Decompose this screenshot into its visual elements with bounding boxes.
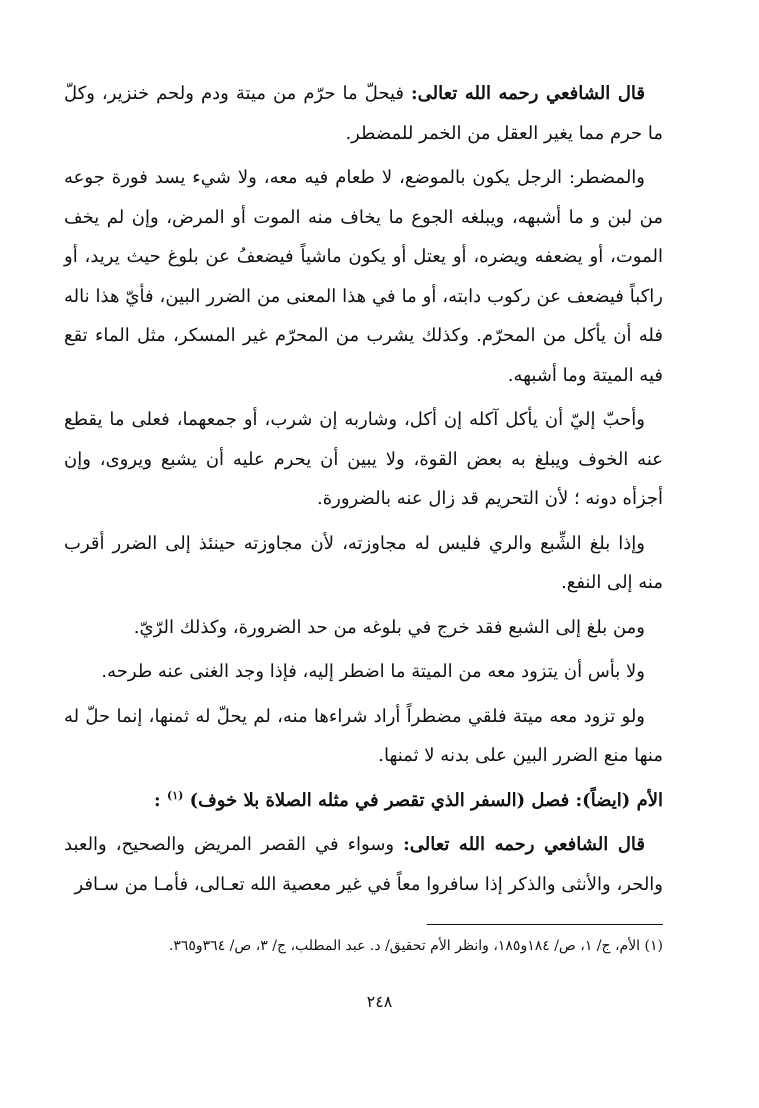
footnote: (١) الأم، ج/ ١، ص/ ١٨٤و١٨٥، وانظر الأم تحقيق/ د. عبد المطلب، ج/ ٣، ص/ ٣٦٤و٣٦٥. — [168, 938, 663, 954]
paragraph-5: ومن بلغ إلى الشبع فقد خرج في بلوغه من حد الضرورة، وكذلك الرّيّ. — [133, 616, 645, 638]
section-heading — [64, 781, 663, 821]
paragraph-2: والمضطر: الرجل يكون بالموضع، لا طعام فيه معه، ولا شيء يسد فورة جوعه من لبن و ما أشبهه، ويبلغه الجوع ما يخاف منه الموت أو المرض، وإن لم يخف الموت، أو يضعفه ويضره، أو يعتل أو يكون ماشياً فيضعفُ عن بلوغ حيث يريد، أو راكباً فيضعف عن ركوب دابته، أو ما في هذا المعنى من الضرر البين، فأيّ هذا ناله فله أن يأكل من المحرّم. وكذلك يشرب من المحرّم غير المسكر، مثل الماء تقع فيه الميتة وما أشبهه. — [64, 167, 663, 386]
paragraph-7: ولو تزود معه ميتة فلقي مضطراً أراد شراءها منه، لم يحلّ له ثمنها، إنما حلّ له منها منع الضرر البين على بدنه لا ثمنها. — [64, 705, 663, 766]
section-heading-text: الأم (ايضاً): فصل (السفر الذي تقصر في مثله الصلاة بلا خوف) — [189, 789, 663, 811]
paragraph-1-text: فيحلّ ما حرّم من ميتة ودم ولحم خنزير، وكلّ ما حرم مما يغير العقل من الخمر للمضطر. — [64, 83, 663, 144]
paragraph-6: ولا بأس أن يتزود معه من الميتة ما اضطر إليه، فإذا وجد الغنى عنه طرحه. — [101, 661, 645, 682]
section-heading-tail: : — [154, 789, 167, 811]
paragraph-8-lead: قال الشافعي رحمه الله تعالى: — [403, 834, 645, 855]
page-number: ٢٤٨ — [366, 992, 393, 1011]
paragraph-8 — [64, 825, 663, 904]
paragraph-1 — [64, 74, 663, 153]
paragraph-4: وإذا بلغ الشِّبع والري فليس له مجاوزته، لأن مجاوزته حينئذ إلى الضرر أقرب منه إلى النفع. — [64, 532, 663, 593]
paragraph-3: وأحبّ إليّ أن يأكل آكله إن أكل، وشاربه إن شرب، أو جمعهما، فعلى ما يقطع عنه الخوف ويبلغ به بعض القوة، ولا يبين أن يحرم عليه أن يشبع ويروى، وإن أجزأه دونه ؛ لأن التحريم قد زال عنه بالضرورة. — [64, 409, 663, 509]
body-text — [64, 74, 663, 909]
footnote-divider — [427, 924, 663, 925]
footnote-reference: (١) — [166, 788, 184, 802]
paragraph-1-lead: قال الشافعي رحمه الله تعالى: — [411, 83, 645, 104]
paragraph-8-text: وسواء في القصر المريض والصحيح، والعبد والحر، والأنثى والذكر إذا سافروا معاً في غير معصية الله تعـالى، فأمـا من سـافر — [64, 834, 663, 895]
